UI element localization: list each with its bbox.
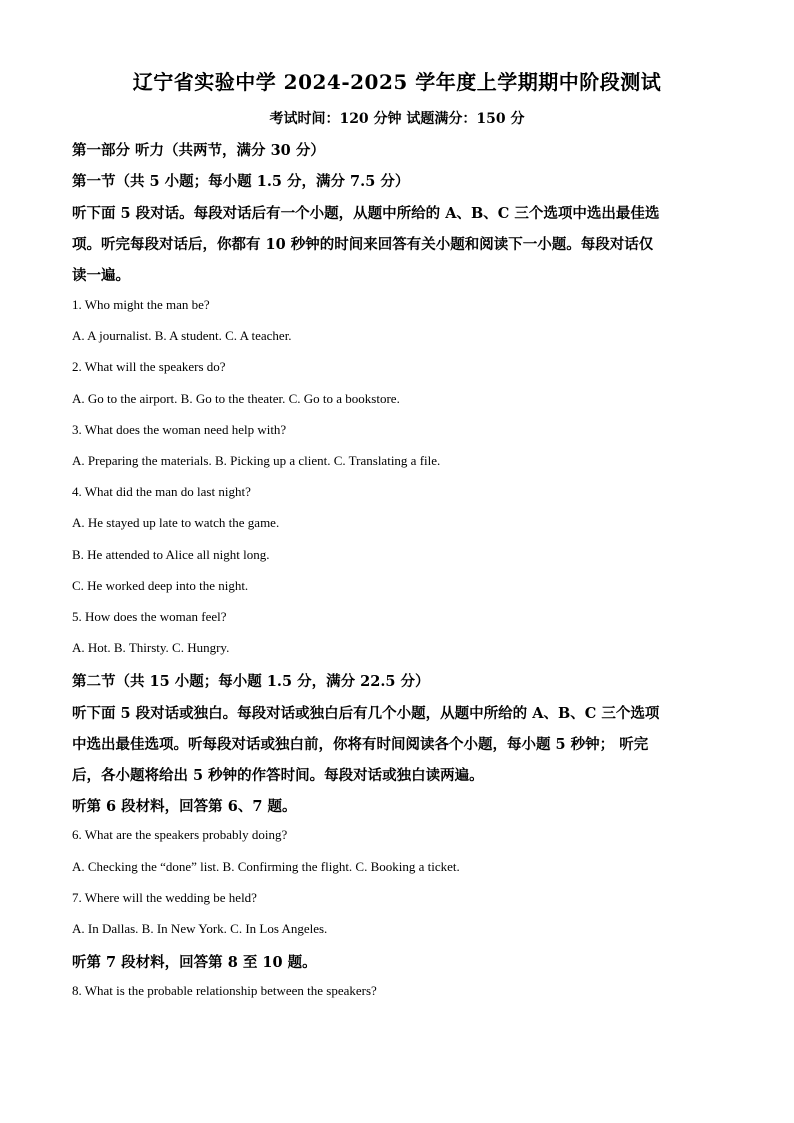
page-title: 辽宁省实验中学 2024-2025 学年度上学期期中阶段测试 — [132, 70, 662, 94]
question-6: 6. What are the speakers probably doing? — [72, 827, 288, 842]
question-4-option-c: C. He worked deep into the night. — [72, 578, 249, 593]
question-4-option-a: A. He stayed up late to watch the game. — [72, 515, 280, 530]
question-5-options: A. Hot. B. Thirsty. C. Hungry. — [72, 640, 230, 655]
question-1-options: A. A journalist. B. A student. C. A teacher. — [72, 328, 292, 343]
question-6-options: A. Checking the “done” list. B. Confirming the flight. C. Booking a ticket. — [72, 859, 460, 874]
material-6-heading: 听第 6 段材料，回答第 6、7 题。 — [72, 798, 297, 815]
question-3: 3. What does the woman need help with? — [72, 422, 287, 437]
section1-instruction-line: 听下面 5 段对话。每段对话后有一个小题，从题中所给的 A、B、C 三个选项中选出最佳选 — [72, 205, 660, 222]
question-4: 4. What did the man do last night? — [72, 484, 251, 499]
section1-instruction-line: 项。听完每段对话后，你都有 10 秒钟的时间来回答有关小题和阅读下一小题。每段对话仅 — [72, 236, 654, 253]
material-7-heading: 听第 7 段材料，回答第 8 至 10 题。 — [72, 954, 317, 971]
section2-instruction-line: 听下面 5 段对话或独白。每段对话或独白后有几个小题，从题中所给的 A、B、C 三个选项 — [72, 705, 660, 722]
section2-instruction-line: 中选出最佳选项。听每段对话或独白前，你将有时间阅读各个小题，每小题 5 秒钟； 听完 — [72, 736, 649, 753]
question-4-option-b: B. He attended to Alice all night long. — [72, 547, 270, 562]
section1-instruction-line: 读一遍。 — [72, 267, 130, 284]
question-1: 1. Who might the man be? — [72, 297, 210, 312]
question-2-options: A. Go to the airport. B. Go to the theater. C. Go to a bookstore. — [72, 391, 400, 406]
part1-heading: 第一部分 听力（共两节，满分 30 分） — [72, 142, 325, 159]
question-5: 5. How does the woman feel? — [72, 609, 227, 624]
section2-instruction-line: 后，各小题将给出 5 秒钟的作答时间。每段对话或独白读两遍。 — [72, 767, 484, 784]
section2-heading: 第二节（共 15 小题；每小题 1.5 分，满分 22.5 分） — [72, 673, 430, 690]
section1-heading: 第一节（共 5 小题；每小题 1.5 分，满分 7.5 分） — [72, 173, 410, 190]
question-7: 7. Where will the wedding be held? — [72, 890, 257, 905]
question-2: 2. What will the speakers do? — [72, 359, 226, 374]
question-8: 8. What is the probable relationship between the speakers? — [72, 983, 377, 998]
question-3-options: A. Preparing the materials. B. Picking up a client. C. Translating a file. — [72, 453, 441, 468]
exam-time-info: 考试时间：120 分钟 试题满分：150 分 — [269, 111, 525, 127]
question-7-options: A. In Dallas. B. In New York. C. In Los Angeles. — [72, 921, 328, 936]
